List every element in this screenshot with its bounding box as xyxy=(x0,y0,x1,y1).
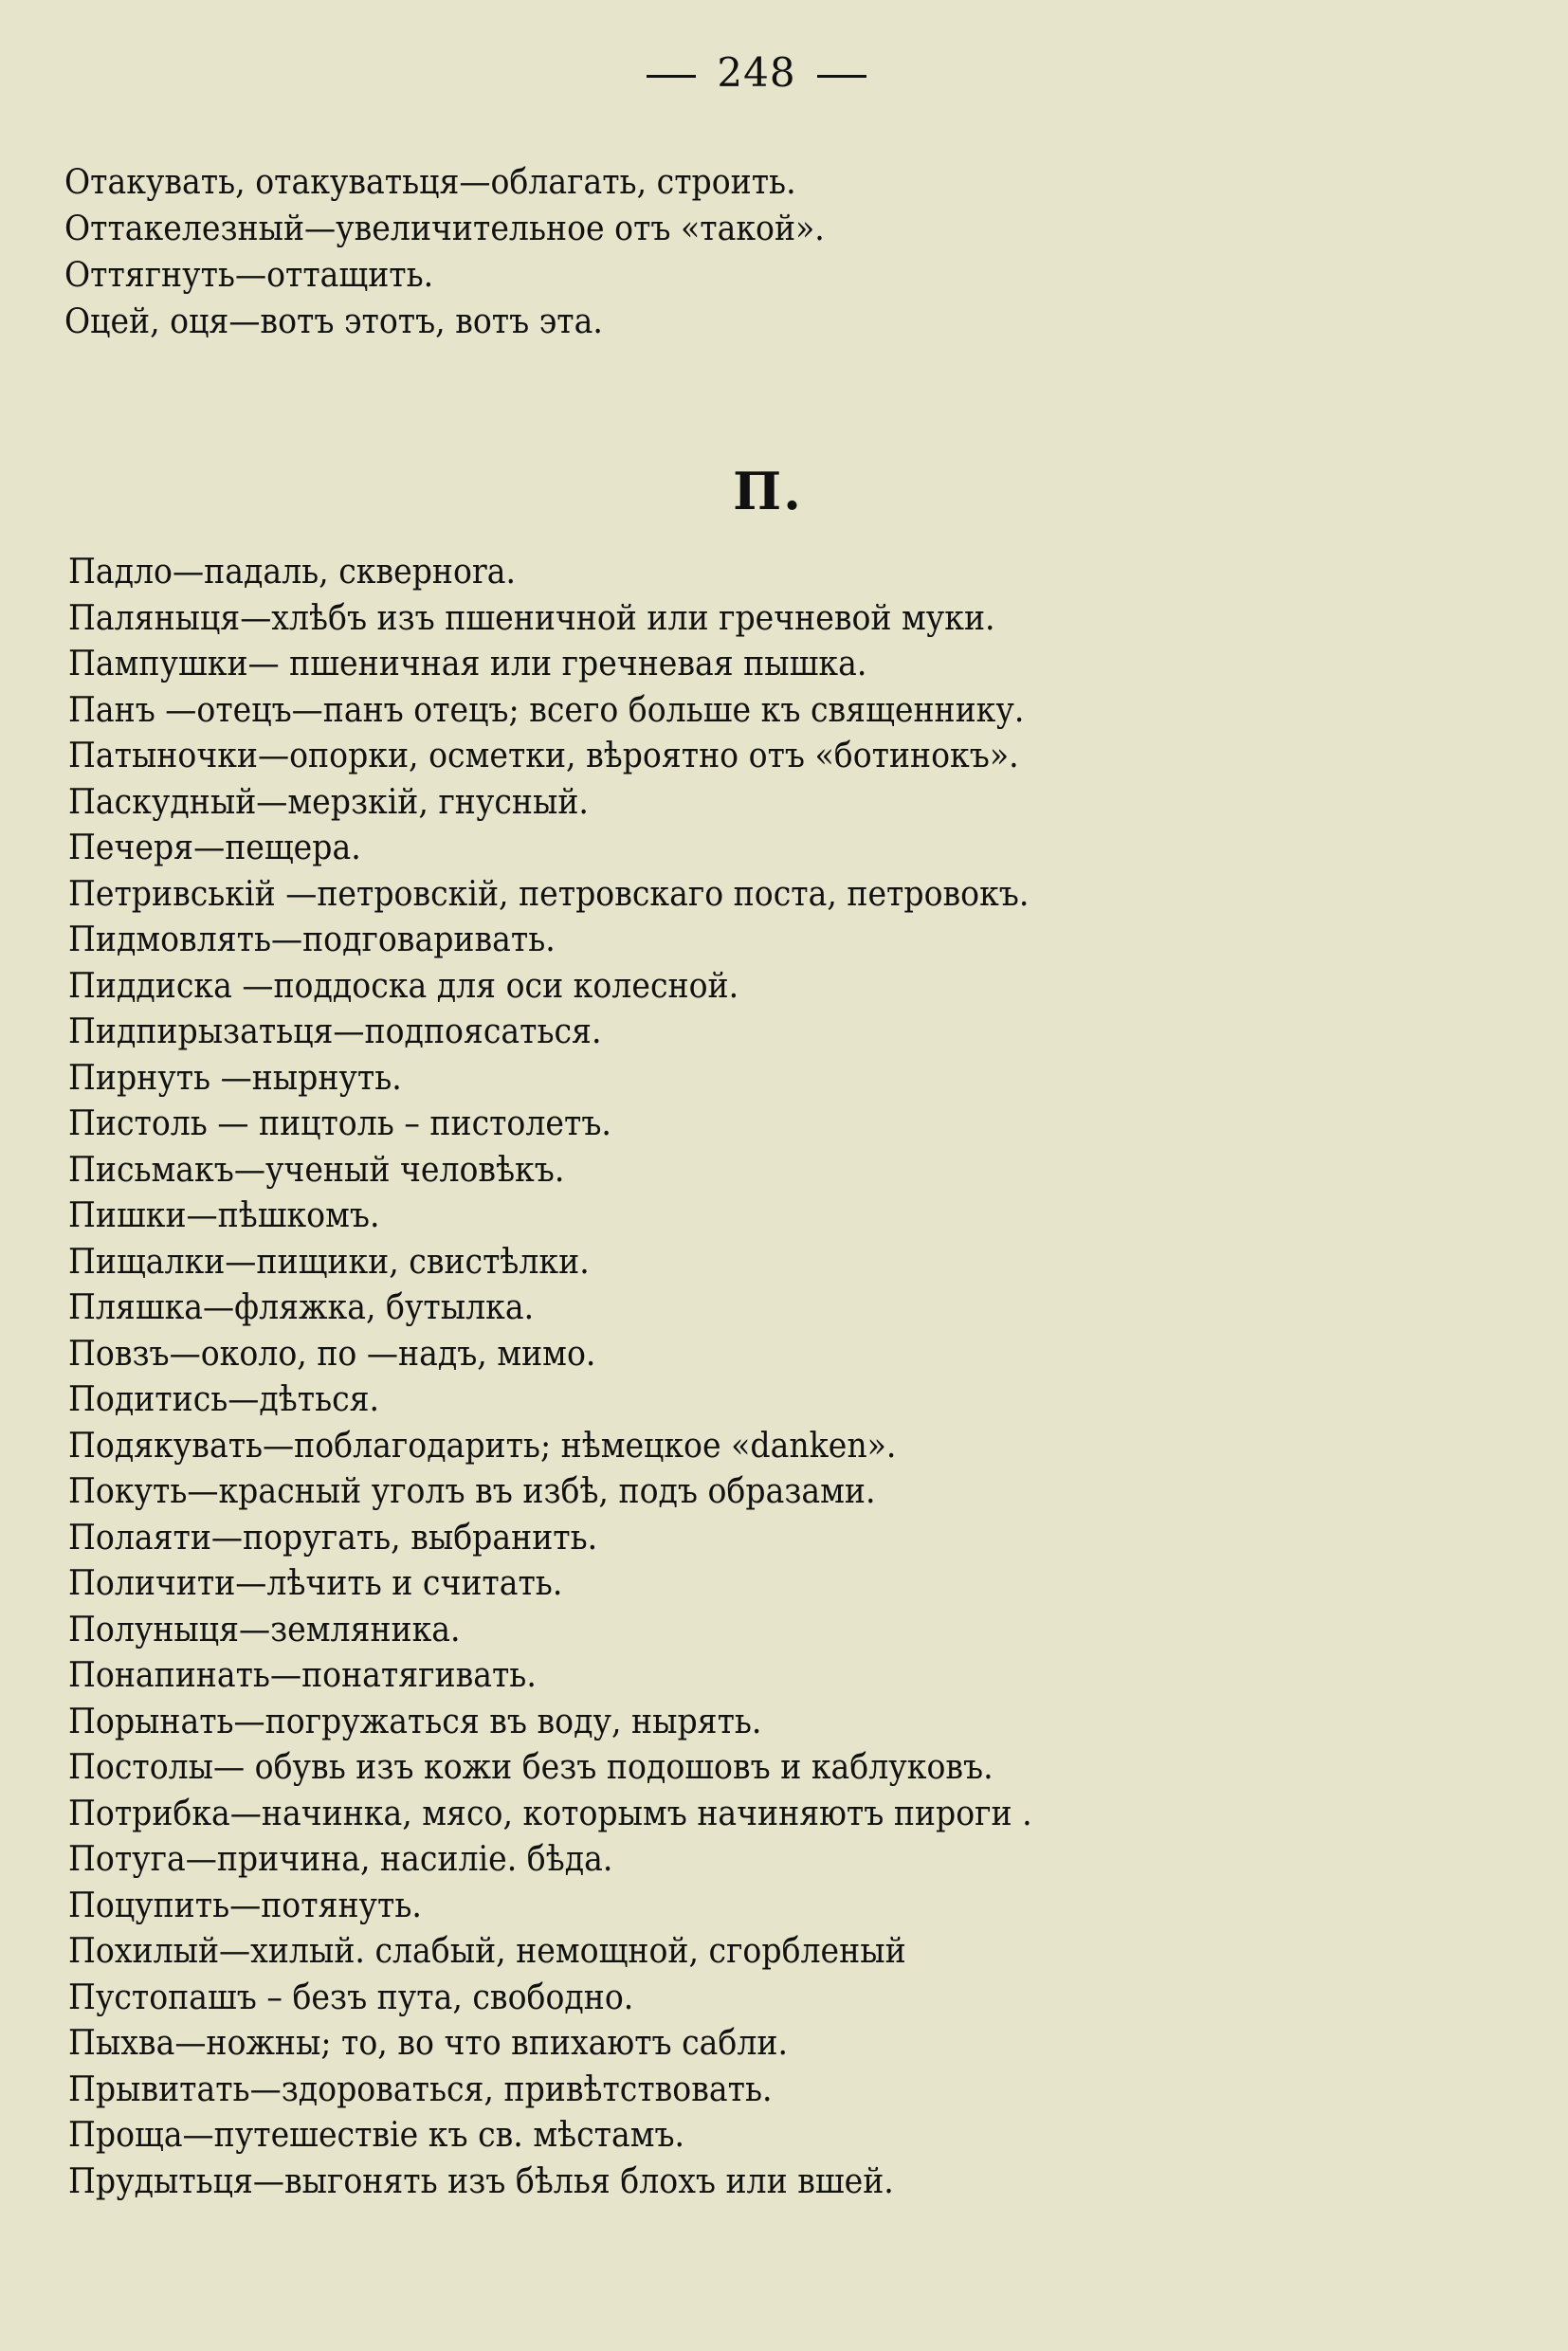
entry-line: Петривській —петровскій, петровскаго поста, петровокъ. xyxy=(68,874,1030,914)
entry-line: Пирнуть —нырнуть. xyxy=(68,1058,402,1098)
entry-line: Письмакъ—ученый человѣкъ. xyxy=(68,1150,565,1190)
entry-line: Паскудный—мерзкій, гнусный. xyxy=(68,782,589,822)
entry-line: Пищалки—пищики, свистѣлки. xyxy=(68,1242,590,1282)
page-number-left-dash xyxy=(647,75,696,78)
page-number xyxy=(0,49,1513,96)
entry-line: Пистоль — пицтоль – пистолетъ. xyxy=(68,1104,611,1143)
entry-line: Потрибка—начинка, мясо, которымъ начиняютъ пироги . xyxy=(68,1794,1032,1833)
entry-line: Оттакелезный—увеличительное отъ «такой». xyxy=(64,210,825,248)
entry-line: Полуныця—земляника. xyxy=(68,1610,461,1649)
entry-line: Пишки—пѣшкомъ. xyxy=(68,1196,380,1235)
entry-line: Похилый—хилый. слабый, немощной, сгорбленый xyxy=(68,1932,906,1971)
entry-line: Панъ —отецъ—панъ отецъ; всего больше къ священнику. xyxy=(68,690,1025,730)
page-number-right-dash xyxy=(817,75,866,78)
entry-line: Патыночки—опорки, осметки, вѣроятно отъ «ботинокъ». xyxy=(68,737,1019,775)
entry-line: Повзъ—около, по —надъ, мимо. xyxy=(68,1334,596,1374)
entry-line: Паляныця—хлѣбъ изъ пшеничной или гречневой муки. xyxy=(68,598,995,638)
entry-line: Проща—путешествіе къ св. мѣстамъ. xyxy=(68,2116,685,2155)
entry-line: Пидпирызатьця—подпоясаться. xyxy=(68,1012,602,1051)
entry-line: Отакувать, отакуватьця—облагать, строить. xyxy=(64,163,796,202)
entry-line: Поличити—лѣчить и считать. xyxy=(68,1564,563,1603)
entry-line: Понапинать—понатягивать. xyxy=(68,1656,537,1695)
entry-line: Печеря—пещера. xyxy=(68,829,361,867)
entry-line: Покуть—красный уголъ въ избѣ, подъ образами. xyxy=(68,1472,876,1511)
entry-line: Поцупить—потянуть. xyxy=(68,1886,422,1925)
entry-line: Подитись—дѣться. xyxy=(68,1380,380,1419)
entry-line: Пампушки— пшеничная или гречневая пышка. xyxy=(68,645,867,683)
entries-o-list xyxy=(64,159,891,345)
entry-line: Потуга—причина, насиліе. бѣда. xyxy=(68,1840,613,1879)
entries-p-list xyxy=(68,550,1116,2205)
entry-line: Подякувать—поблагодарить; нѣмецкое «danken». xyxy=(68,1426,897,1466)
entry-line: Пыхва—ножны; то, во что впихаютъ сабли. xyxy=(68,2024,789,2063)
entry-line: Падло—падаль, скверноrа. xyxy=(68,553,517,592)
entry-line: Пустопашъ – безъ пута, свободно. xyxy=(68,1977,634,2017)
entry-line: Порынать—погружаться въ воду, нырять. xyxy=(68,1702,762,1741)
entry-line: Пляшка—фляжка, бутылка. xyxy=(68,1288,535,1327)
section-heading: П. xyxy=(733,461,803,521)
entry-line: Прывитать—здороваться, привѣтствовать. xyxy=(68,2069,773,2109)
entry-line: Пиддиска —поддоска для оси колесной. xyxy=(68,966,739,1006)
entry-line: Оцей, оця—вотъ этотъ, вотъ эта. xyxy=(64,302,603,341)
entry-line: Оттягнуть—оттащить. xyxy=(64,256,434,295)
entry-line: Пидмовлять—подговаривать. xyxy=(68,920,556,959)
entry-line: Полаяти—поругать, выбранить. xyxy=(68,1518,598,1558)
entry-line: Прудытьця—выгонять изъ бѣлья блохъ или вшей. xyxy=(68,2161,894,2201)
entry-line: Постолы— обувь изъ кожи безъ подошовъ и каблуковъ. xyxy=(68,1748,994,1787)
page-number-value: 248 xyxy=(717,49,796,96)
